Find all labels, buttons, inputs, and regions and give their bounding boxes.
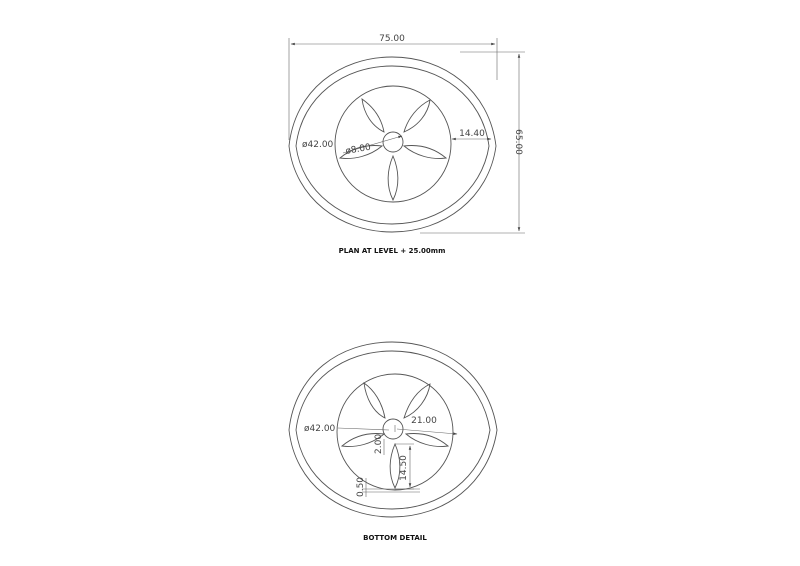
plan-petal (362, 99, 384, 132)
plan-petal (404, 100, 430, 132)
bottom-radius-label: 21.00 (411, 416, 437, 426)
bottom-petal-label: 14.50 (399, 455, 409, 481)
plan-title: PLAN AT LEVEL + 25.00mm (338, 247, 446, 255)
plan-view (289, 34, 525, 255)
bottom-petal (364, 383, 385, 418)
plan-height-label: 65.00 (513, 129, 523, 155)
plan-width-label: 75.00 (379, 34, 405, 44)
bottom-base-label: 0.50 (356, 476, 366, 498)
plan-offset-label: 14.40 (459, 129, 485, 139)
plan-height-dimension (420, 52, 525, 233)
bottom-petal (406, 434, 448, 447)
bottom-radius-dimension (395, 416, 457, 434)
bottom-base-dimension (356, 477, 420, 497)
plan-petal (404, 146, 446, 159)
plan-diameter-label: ø42.00 (302, 140, 334, 150)
plan-width-dimension (289, 34, 497, 140)
bottom-gap-label: 2.00 (374, 433, 384, 454)
bottom-petals (342, 383, 448, 488)
bottom-diameter-label: ø42.00 (304, 424, 336, 434)
bottom-gap-dimension (374, 434, 384, 455)
bottom-view (289, 342, 497, 542)
plan-petal (388, 156, 398, 200)
bottom-title: BOTTOM DETAIL (363, 534, 427, 542)
plan-hole-label: ø8.00 (344, 142, 372, 157)
plan-center-hole (383, 132, 403, 152)
bottom-petal (404, 384, 430, 418)
plan-main-circle (335, 86, 451, 202)
